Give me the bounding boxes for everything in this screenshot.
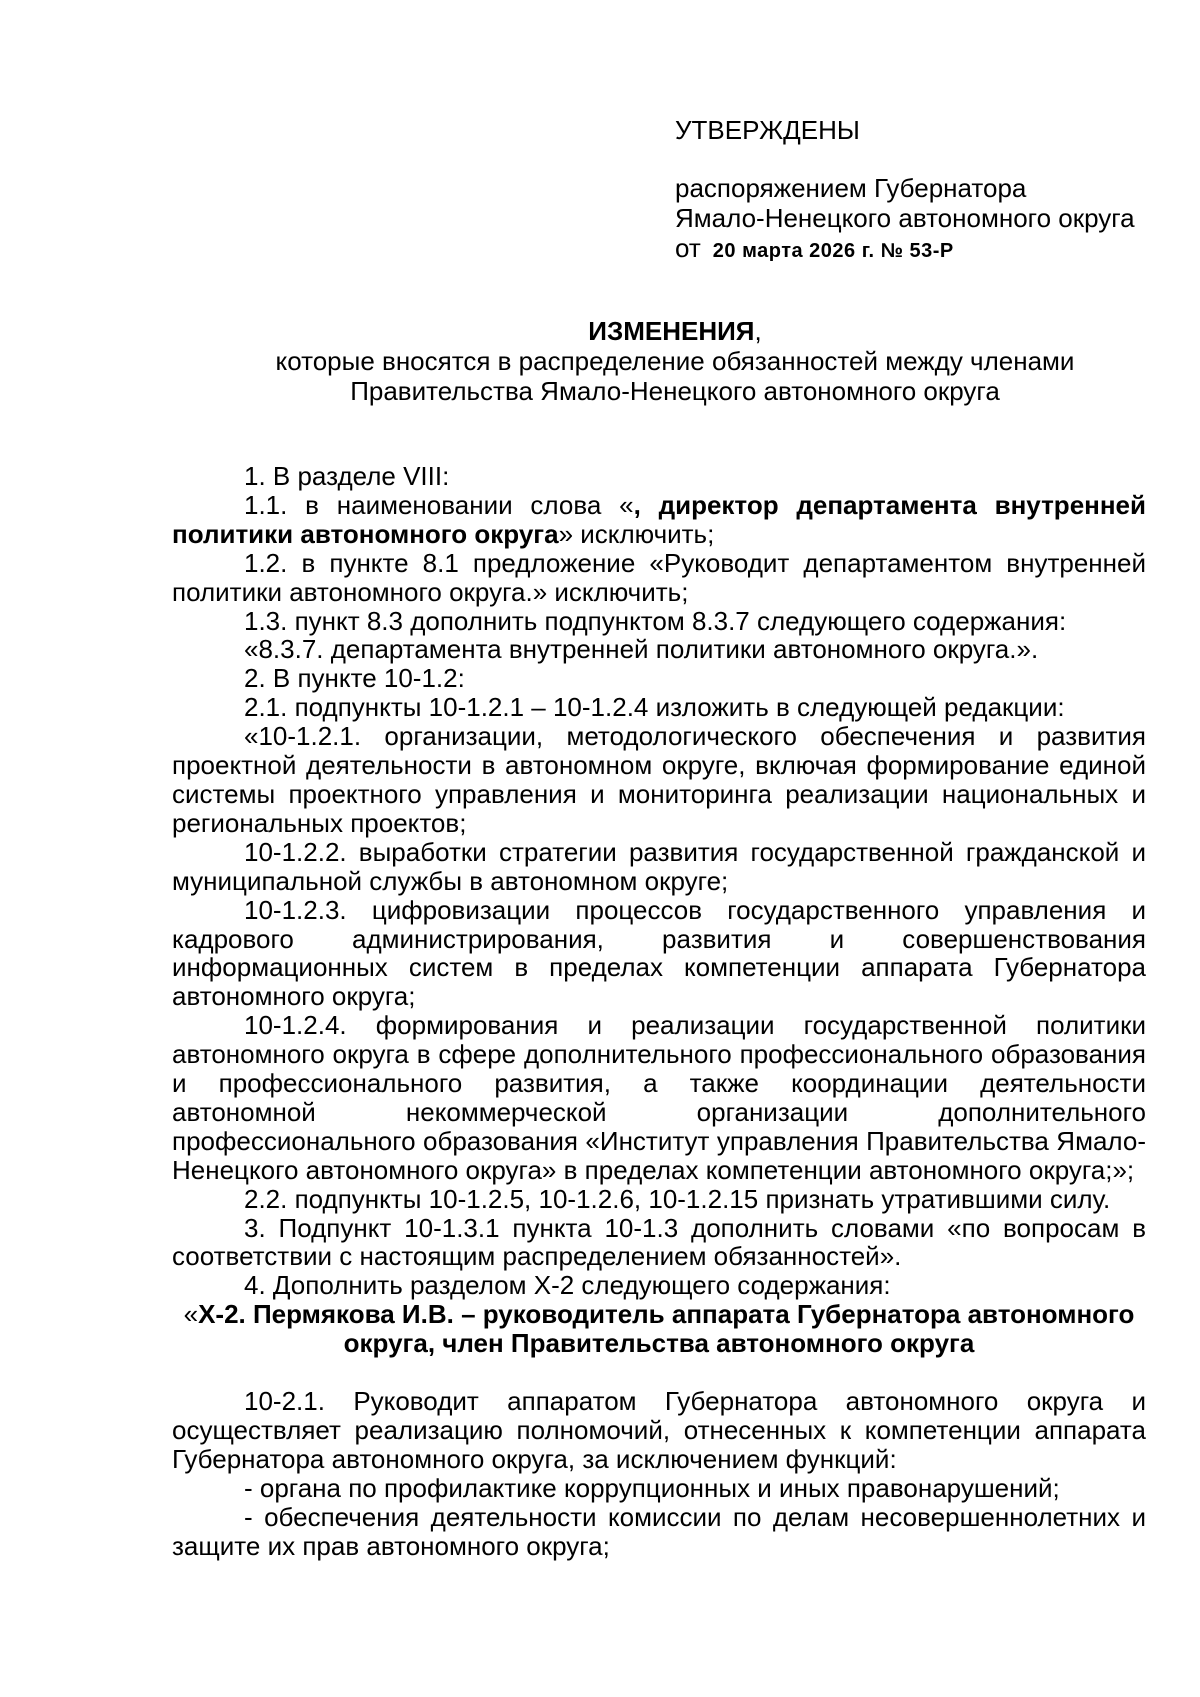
paragraph: «8.3.7. департамента внутренней политики автономного округа.». bbox=[244, 634, 1039, 665]
text-run: » исключить; bbox=[558, 518, 715, 549]
paragraph bbox=[172, 491, 1146, 549]
paragraph: 10-1.2.3. цифровизации процессов государственного управления и кадрового администрирования, развития и совершенствования информационных систем в пределах компетенции аппарата Губернатора автономного округа; bbox=[172, 894, 1146, 1012]
spacer bbox=[172, 1358, 1146, 1387]
title-main: ИЗМЕНЕНИЯ bbox=[588, 316, 755, 346]
paragraph: 1.3. пункт 8.3 дополнить подпунктом 8.3.7 следующего содержания: bbox=[244, 605, 1067, 636]
document-title bbox=[175, 316, 1175, 406]
bold-text-run: , директор департамента внутренней политики автономного округа bbox=[172, 489, 1146, 549]
text-run: 1.1. в наименовании слова « bbox=[244, 489, 634, 520]
document-body bbox=[172, 462, 1146, 1561]
paragraph: 2.2. подпункты 10-1.2.5, 10-1.2.6, 10-1.2.15 признать утратившими силу. bbox=[244, 1183, 1111, 1214]
from-label: от bbox=[675, 233, 701, 263]
approval-line-1: распоряжением Губернатора bbox=[675, 173, 1027, 203]
paragraph: 1. В разделе VIII: bbox=[244, 461, 450, 491]
section-heading bbox=[172, 1300, 1146, 1358]
paragraph: 10-1.2.2. выработки стратегии развития государственной гражданской и муниципальной службы в автономном округе; bbox=[172, 836, 1146, 896]
list-item: - обеспечения деятельности комиссии по делам несовершеннолетних и защите их прав автономного округа; bbox=[172, 1501, 1146, 1561]
section-title: X-2. Пермякова И.В. – руководитель аппарата Губернатора автономного округа, член Правительства автономного округа bbox=[198, 1299, 1135, 1359]
paragraph: 3. Подпункт 10-1.3.1 пункта 10-1.3 дополнить словами «по вопросам в соответствии с настоящим распределением обязанностей». bbox=[172, 1212, 1146, 1272]
paragraph: 1.2. в пункте 8.1 предложение «Руководит департаментом внутренней политики автономного округа.» исключить; bbox=[172, 547, 1146, 607]
paragraph: 10-1.2.4. формирования и реализации государственной политики автономного округа в сфере дополнительного профессионального образования и профессионального развития, а также координации деятельности автономной некоммерческой организации дополнительного профессионального образования «Институт управления Правительства Ямало-Ненецкого автономного округа» в пределах компетенции автономного округа;»; bbox=[172, 1010, 1146, 1185]
title-line-1: которые вносятся в распределение обязанностей между членами bbox=[275, 346, 1075, 376]
paragraph: 2. В пункте 10-1.2: bbox=[244, 663, 465, 694]
paragraph: «10-1.2.1. организации, методологического обеспечения и развития проектной деятельности в автономном округе, включая формирование единой системы проектного управления и мониторинга реализации национальных и региональных проектов; bbox=[172, 721, 1146, 838]
date-number: 20 марта 2026 г. № 53-Р bbox=[712, 240, 954, 262]
paragraph: 10-2.1. Руководит аппаратом Губернатора автономного округа и осуществляет реализацию полномочий, отнесенных к компетенции аппарата Губернатора автономного округа, за исключением функций: bbox=[172, 1386, 1146, 1474]
quote-mark: « bbox=[183, 1299, 199, 1330]
approved-label: УТВЕРЖДЕНЫ bbox=[675, 115, 860, 145]
paragraph: 2.1. подпункты 10-1.2.1 – 10-1.2.4 изложить в следующей редакции: bbox=[244, 692, 1065, 723]
approval-date-line bbox=[675, 233, 1135, 266]
paragraph: 4. Дополнить разделом X-2 следующего содержания: bbox=[244, 1270, 891, 1301]
list-item: - органа по профилактике коррупционных и иных правонарушений; bbox=[244, 1472, 1060, 1503]
approval-line-2: Ямало-Ненецкого автономного округа bbox=[675, 203, 1135, 233]
title-comma: , bbox=[754, 316, 762, 346]
title-line-2: Правительства Ямало-Ненецкого автономного округа bbox=[350, 376, 1000, 406]
approval-block bbox=[675, 115, 1135, 266]
